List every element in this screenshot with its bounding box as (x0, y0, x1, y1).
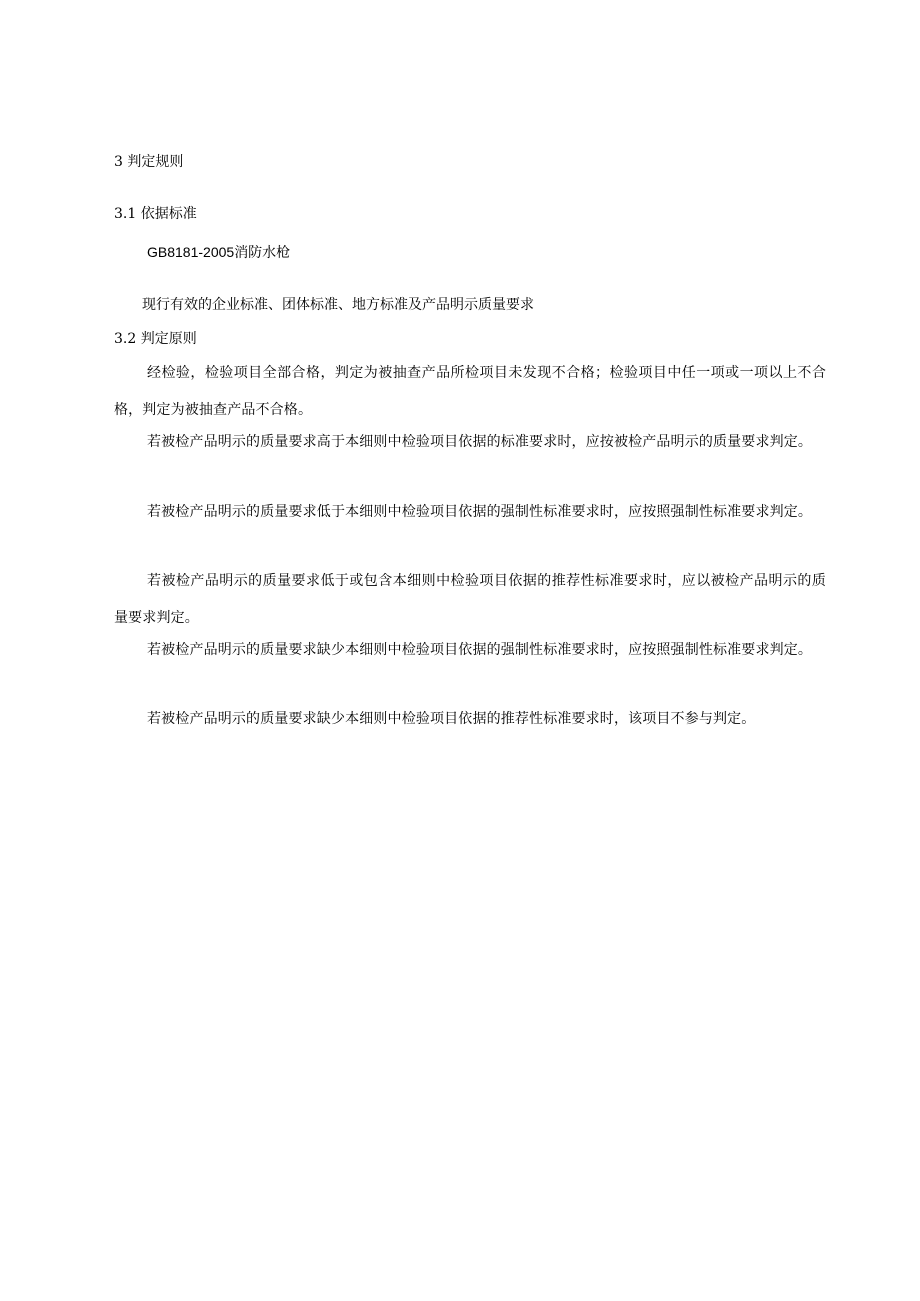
section-heading: 3 判定规则 (114, 154, 184, 170)
standard-reference (147, 243, 290, 262)
subsection-heading-principles: 3.2 判定原则 (114, 331, 197, 347)
principle-paragraph: 若被检产品明示的质量要求高于本细则中检验项目依据的标准要求时，应按被检产品明示的质量要求判定。 (147, 434, 813, 450)
standard-name: 消防水枪 (234, 245, 291, 261)
subsection-heading-basis: 3.1 依据标准 (114, 206, 197, 222)
standard-code: GB8181-2005 (147, 244, 235, 260)
principle-paragraph: 若被检产品明示的质量要求低于本细则中检验项目依据的强制性标准要求时，应按照强制性标准要求判定。 (147, 504, 813, 520)
principle-paragraph: 经检验，检验项目全部合格，判定为被抽查产品所检项目未发现不合格；检验项目中任一项或一项以上不合格，判定为被抽查产品不合格。 (114, 365, 826, 418)
standard-other-requirements: 现行有效的企业标准、团体标准、地方标准及产品明示质量要求 (142, 297, 534, 313)
principle-paragraph: 若被检产品明示的质量要求缺少本细则中检验项目依据的推荐性标准要求时，该项目不参与判定。 (147, 711, 756, 727)
principle-paragraph: 若被检产品明示的质量要求缺少本细则中检验项目依据的强制性标准要求时，应按照强制性标准要求判定。 (147, 642, 813, 658)
principle-paragraph: 若被检产品明示的质量要求低于或包含本细则中检验项目依据的推荐性标准要求时，应以被检产品明示的质量要求判定。 (114, 573, 826, 626)
